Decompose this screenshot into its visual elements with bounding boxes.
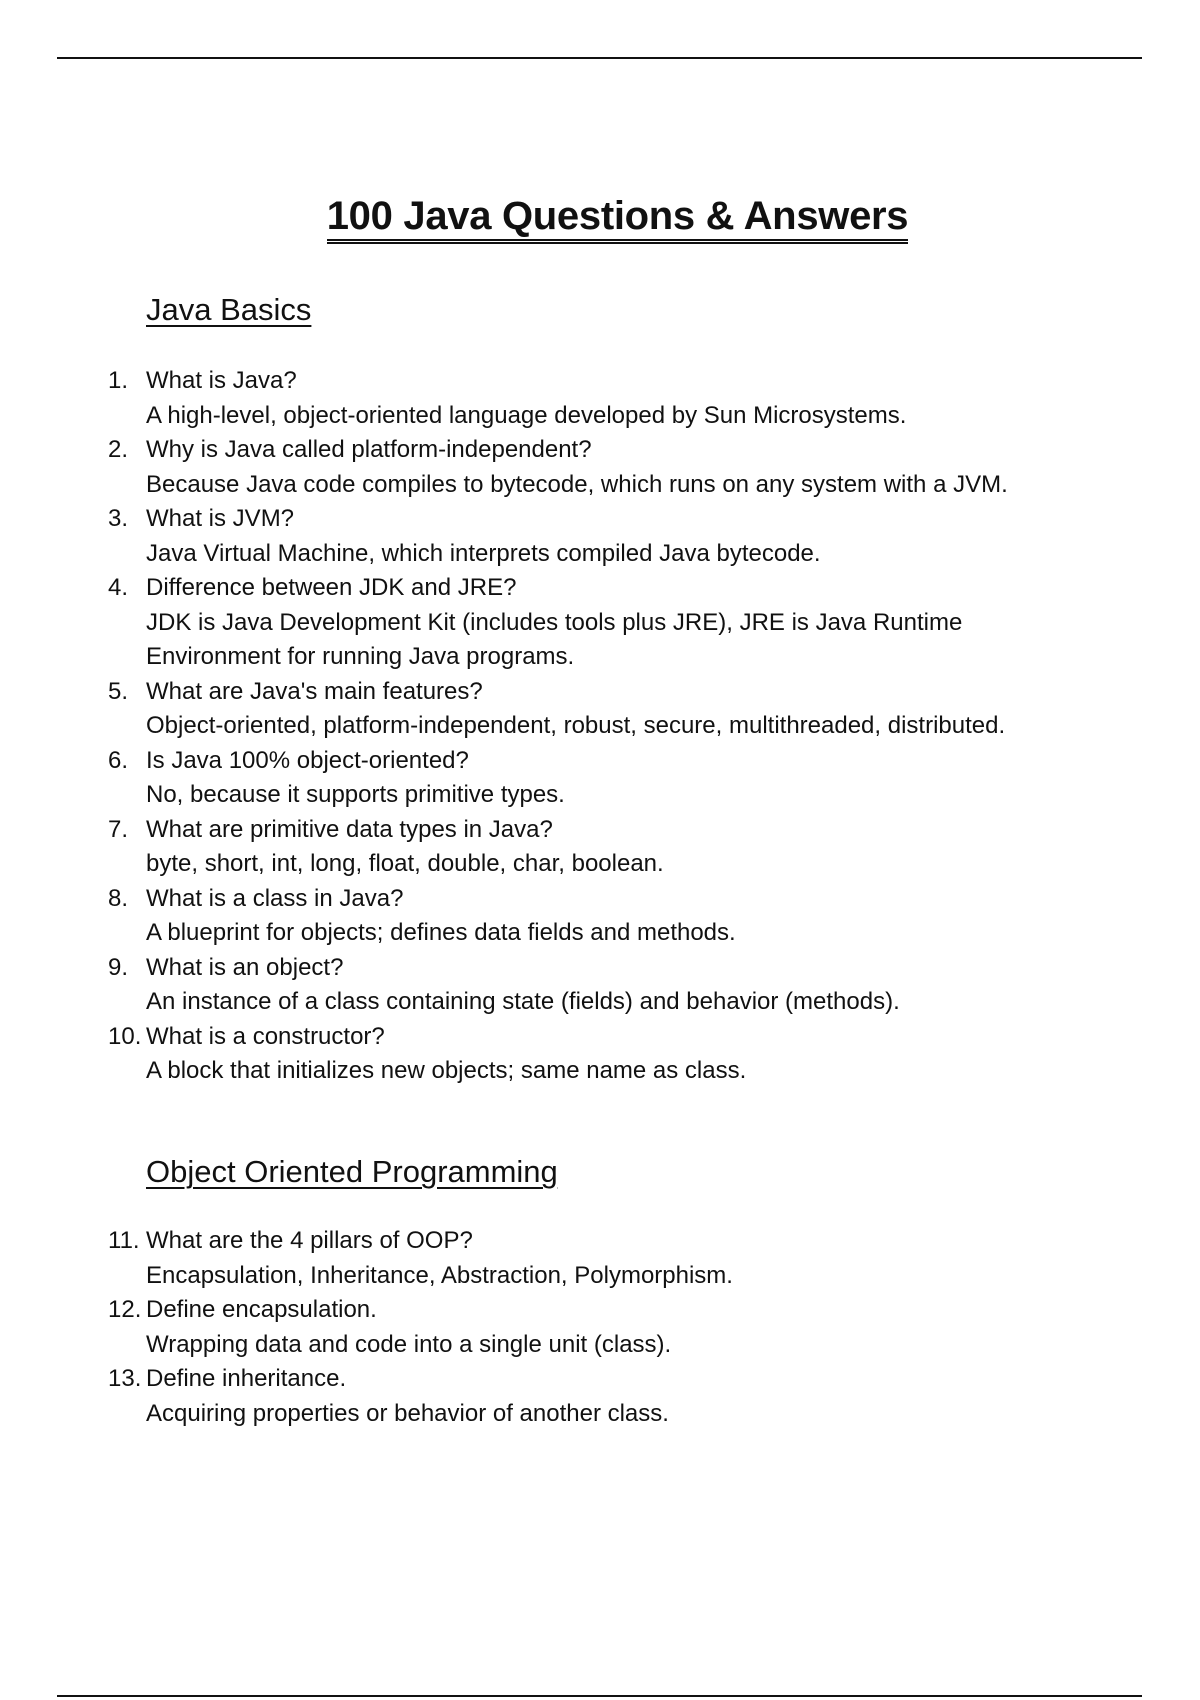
answer-text: A block that initializes new objects; same name as class.: [146, 1057, 747, 1084]
question-text: What are Java's main features?: [146, 677, 483, 705]
question-text: What is a constructor?: [146, 1022, 385, 1050]
item-number: 4.: [108, 574, 129, 601]
qa-item: [0, 744, 1200, 813]
answer-text: An instance of a class containing state (fields) and behavior (methods).: [146, 988, 900, 1015]
answer-text: Acquiring properties or behavior of another class.: [146, 1399, 669, 1427]
item-number: 7.: [108, 815, 129, 843]
answer-text: Object-oriented, platform-independent, robust, secure, multithreaded, distributed.: [146, 712, 1006, 739]
page-title-text: 100 Java Questions & Answers: [327, 194, 909, 244]
question-text: Difference between JDK and JRE?: [146, 574, 517, 601]
qa-item: [0, 502, 1200, 571]
answer-text: JDK is Java Development Kit (includes tools plus JRE), JRE is Java Runtime Environment for running Java programs.: [146, 608, 963, 670]
top-rule: [57, 57, 1142, 59]
question-text: What is an object?: [146, 953, 344, 981]
question-text: What is a class in Java?: [146, 884, 404, 912]
qa-item: [0, 1293, 1200, 1362]
qa-list-java-basics: [0, 364, 1200, 1089]
question-text: What are the 4 pillars of OOP?: [146, 1227, 473, 1254]
question-text: Define inheritance.: [146, 1365, 347, 1392]
question-text: What are primitive data types in Java?: [146, 815, 553, 843]
item-number: 11.: [108, 1227, 140, 1254]
answer-text: byte, short, int, long, float, double, char, boolean.: [146, 850, 664, 877]
qa-item: [0, 1362, 1200, 1431]
item-number: 9.: [108, 953, 129, 981]
qa-item: [0, 882, 1200, 951]
section-heading-java-basics: Java Basics: [146, 292, 312, 327]
answer-text: A high-level, object-oriented language developed by Sun Microsystems.: [146, 401, 907, 429]
answer-text: Because Java code compiles to bytecode, which runs on any system with a JVM.: [146, 470, 1008, 498]
question-text: Define encapsulation.: [146, 1296, 377, 1323]
item-number: 1.: [108, 367, 129, 394]
question-text: Why is Java called platform-independent?: [146, 436, 592, 463]
answer-text: Java Virtual Machine, which interprets compiled Java bytecode.: [146, 539, 821, 567]
question-text: Is Java 100% object-oriented?: [146, 746, 469, 774]
bottom-rule: [57, 1695, 1142, 1697]
item-number: 5.: [108, 677, 129, 705]
qa-item: [0, 433, 1200, 502]
item-number: 2.: [108, 436, 129, 463]
page-title: [0, 194, 1200, 244]
question-text: What is JVM?: [146, 505, 295, 532]
section-heading-oop: Object Oriented Programming: [146, 1154, 558, 1189]
qa-item: [0, 364, 1200, 433]
qa-list-oop: [0, 1224, 1200, 1431]
item-number: 13.: [108, 1365, 142, 1392]
qa-item: [0, 813, 1200, 882]
item-number: 12.: [108, 1296, 142, 1323]
qa-item: [0, 951, 1200, 1020]
item-number: 6.: [108, 746, 129, 774]
qa-item: [0, 1224, 1200, 1293]
qa-item: [0, 675, 1200, 744]
qa-item: [0, 571, 1200, 675]
item-number: 8.: [108, 884, 129, 912]
qa-item: [0, 1020, 1200, 1089]
answer-text: No, because it supports primitive types.: [146, 781, 565, 808]
answer-text: Encapsulation, Inheritance, Abstraction, Polymorphism.: [146, 1261, 733, 1289]
answer-text: Wrapping data and code into a single unit (class).: [146, 1330, 672, 1358]
answer-text: A blueprint for objects; defines data fields and methods.: [146, 919, 736, 946]
question-text: What is Java?: [146, 367, 297, 394]
item-number: 3.: [108, 505, 129, 532]
item-number: 10.: [108, 1022, 142, 1050]
